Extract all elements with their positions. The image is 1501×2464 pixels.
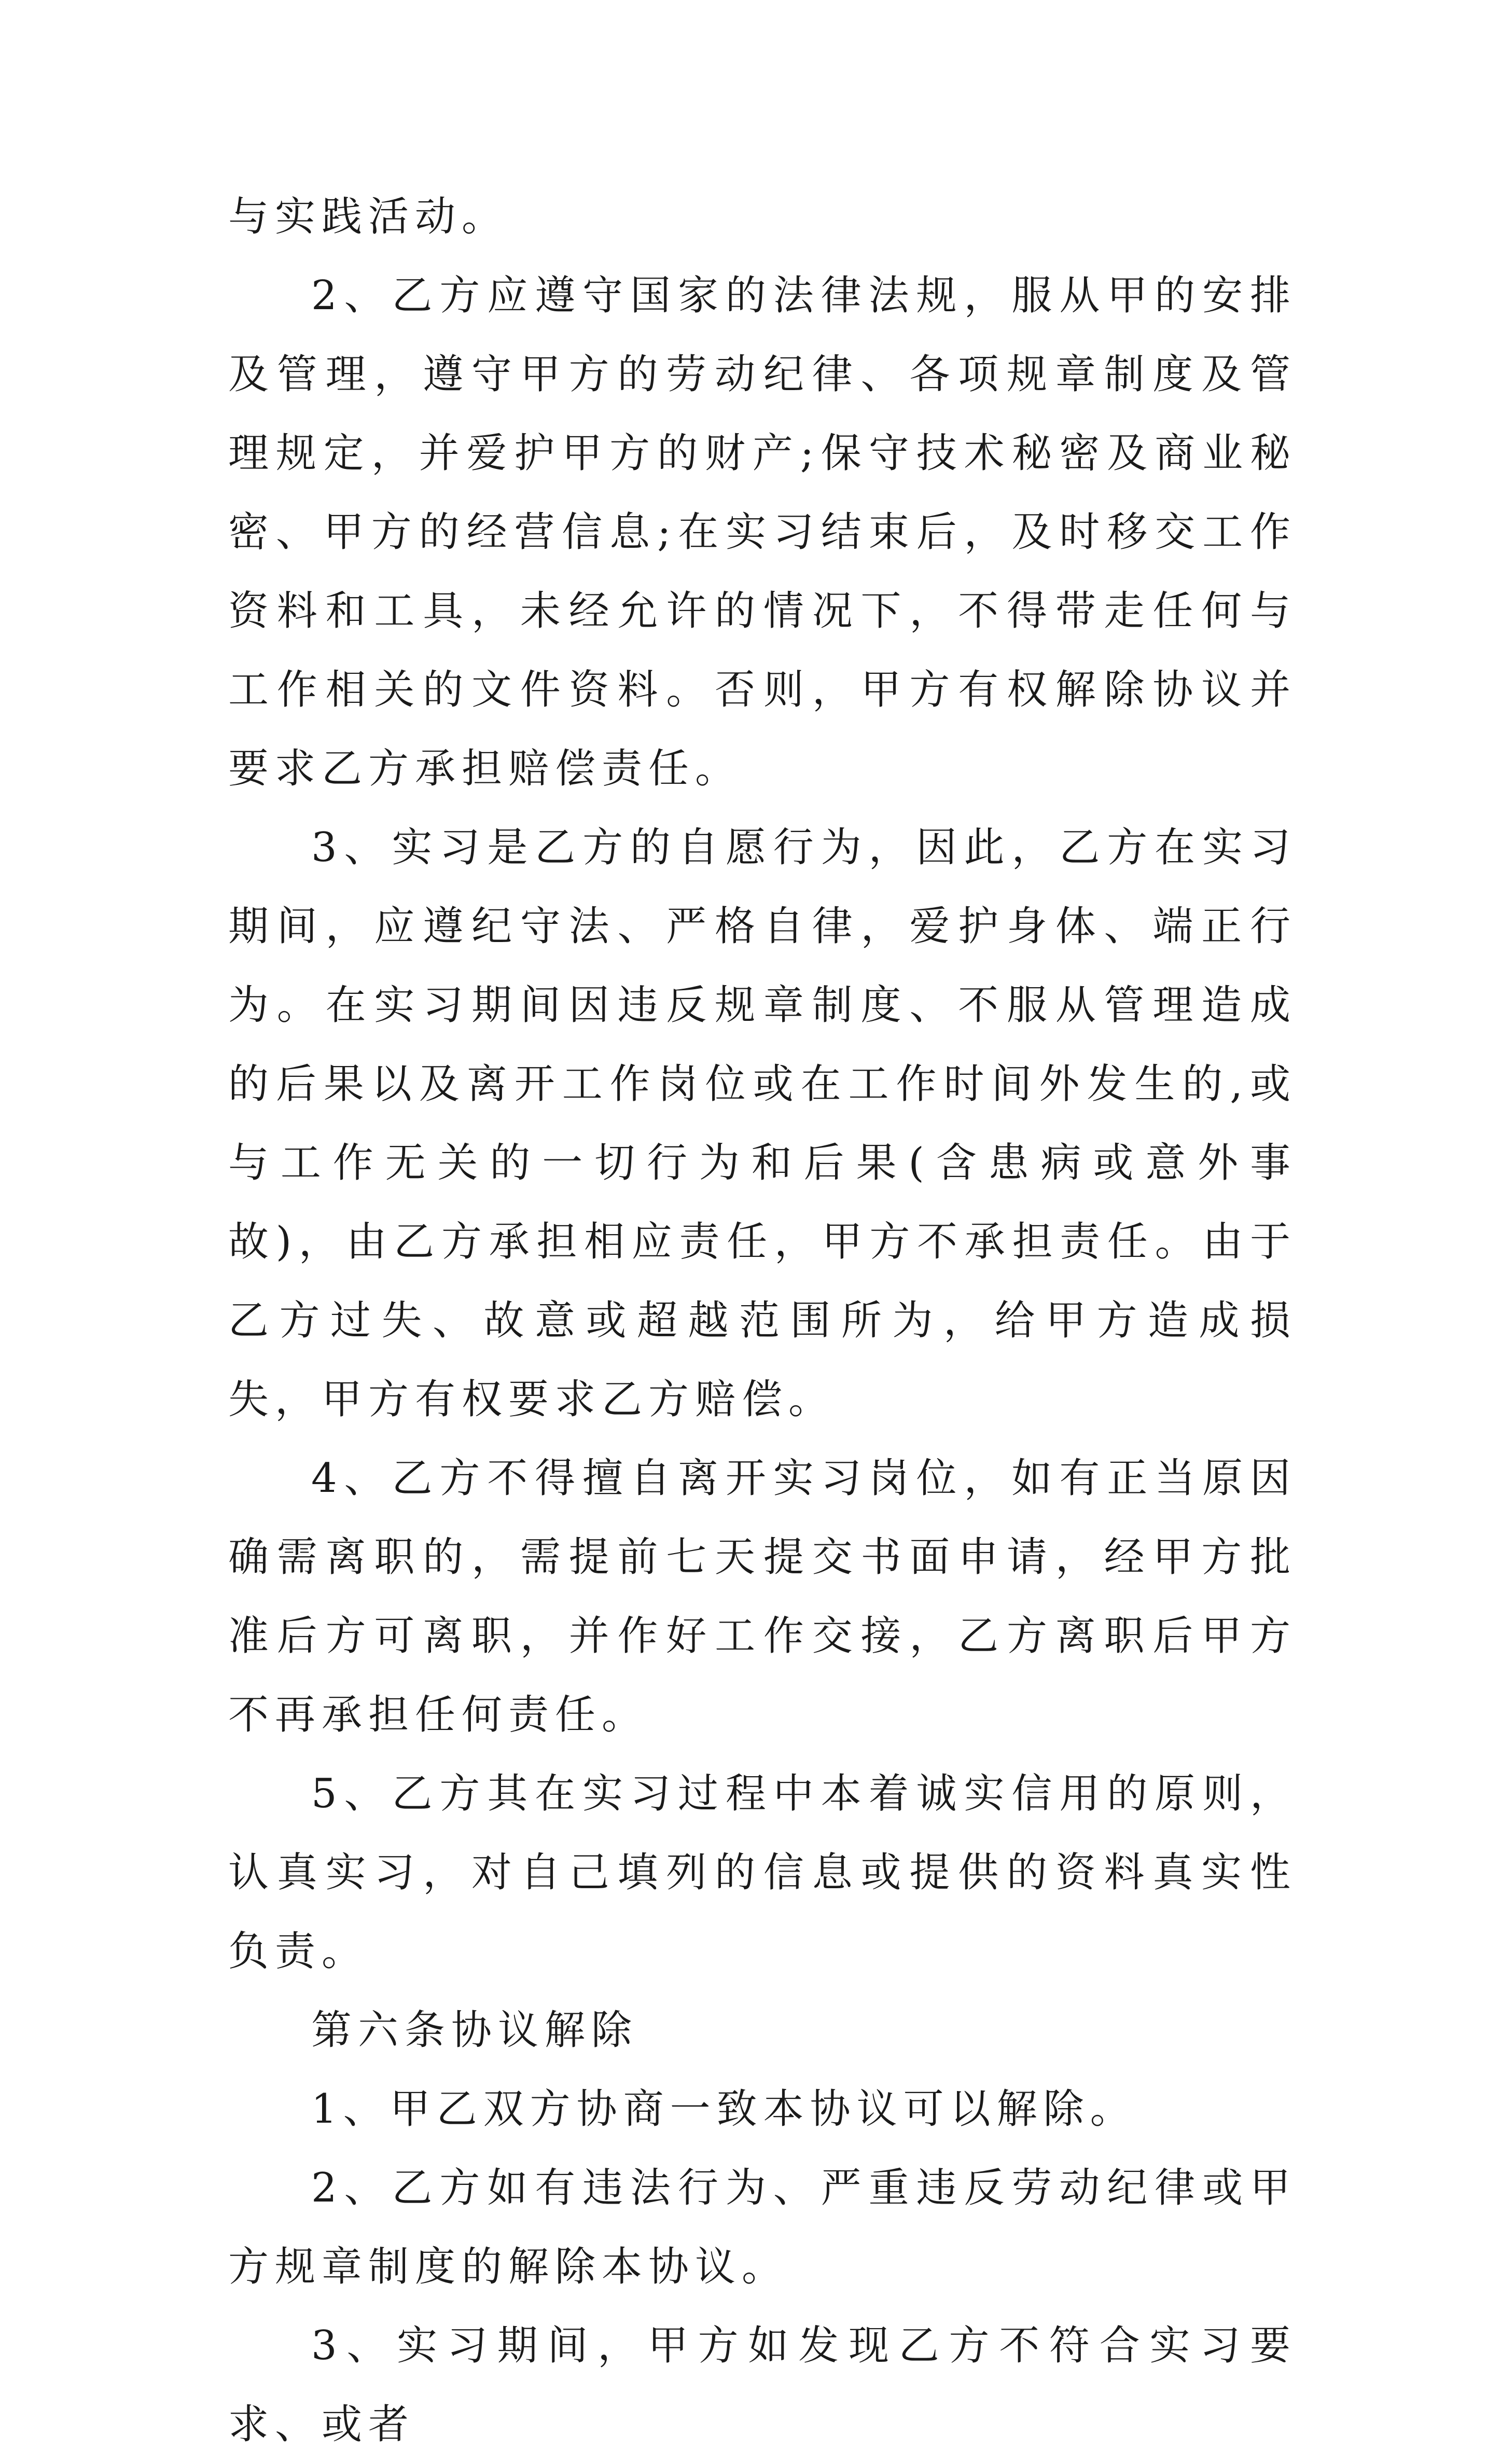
section-heading-article-6: 第六条协议解除 [311, 2007, 638, 2054]
paragraph-clause-2: 2、乙方应遵守国家的法律法规，服从甲的安排及管理，遵守甲方的劳动纪律、各项规章制度及管理规定，并爱护甲方的财产;保守技术秘密及商业秘密、甲方的经营信息;在实习结束后，及时移交工作资料和工具，未经允许的情况下，不得带走任何与工作相关的文件资料。否则，甲方有权解除协议并要求乙方承担赔偿责任。 [228, 272, 1297, 792]
paragraph-clause-3: 3、实习是乙方的自愿行为，因此，乙方在实习期间，应遵纪守法、严格自律，爱护身体、端正行为。在实习期间因违反规章制度、不服从管理造成的后果以及离开工作岗位或在工作时间外发生的,或与工作无关的一切行为和后果(含患病或意外事故)，由乙方承担相应责任，甲方不承担责任。由于乙方过失、故意或超越范围所为，给甲方造成损失，甲方有权要求乙方赔偿。 [228, 824, 1297, 1423]
paragraph-clause-4: 4、乙方不得擅自离开实习岗位，如有正当原因确需离职的，需提前七天提交书面申请，经甲方批准后方可离职，并作好工作交接，乙方离职后甲方不再承担任何责任。 [228, 1455, 1297, 1738]
paragraph-termination-3: 3、实习期间，甲方如发现乙方不符合实习要求、或者 [228, 2322, 1297, 2448]
document-body [228, 177, 1297, 2464]
paragraph-continuation: 与实践活动。 [228, 193, 509, 240]
paragraph-termination-2: 2、乙方如有违法行为、严重违反劳动纪律或甲方规章制度的解除本协议。 [228, 2165, 1297, 2290]
paragraph-termination-1: 1、甲乙双方协商一致本协议可以解除。 [311, 2086, 1137, 2133]
paragraph-clause-5: 5、乙方其在实习过程中本着诚实信用的原则，认真实习，对自己填列的信息或提供的资料真实性负责。 [228, 1770, 1297, 1975]
